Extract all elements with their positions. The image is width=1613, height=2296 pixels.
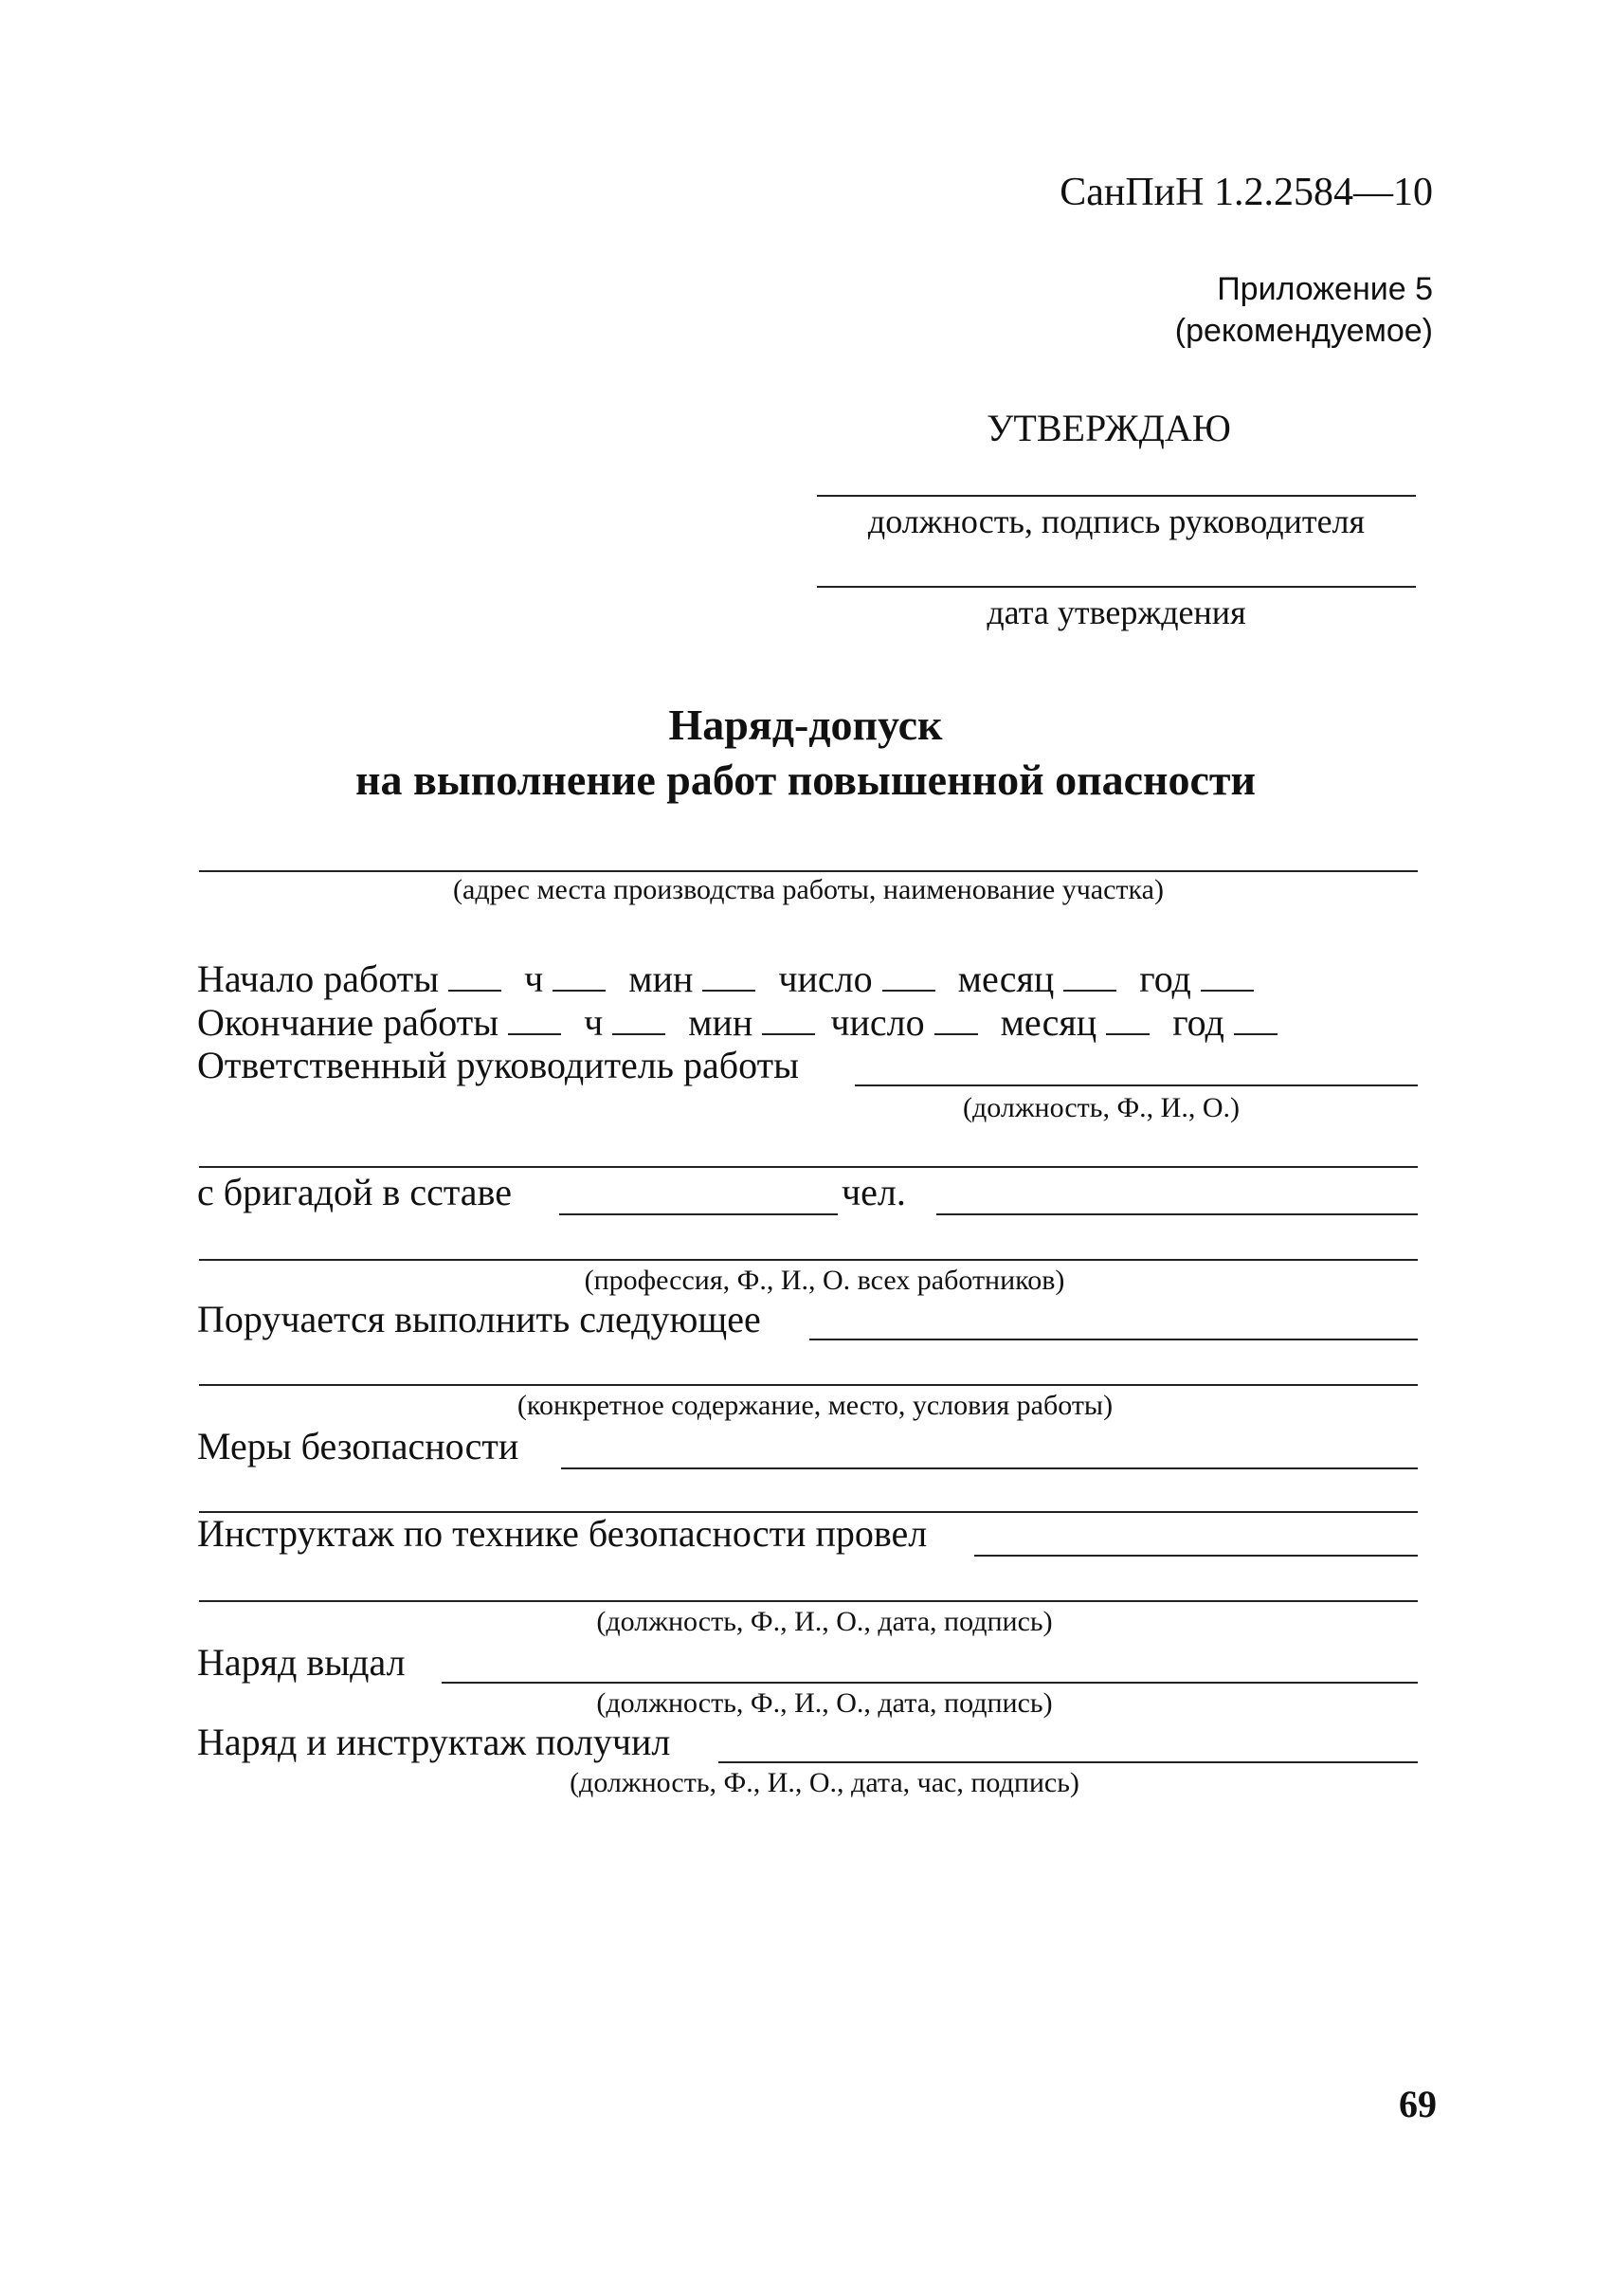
task-label: Поручается выполнить следующее bbox=[197, 1298, 761, 1340]
briefing-caption: (должность, Ф., И., О., дата, подпись) bbox=[596, 1606, 1053, 1637]
team-members-field-continued[interactable] bbox=[199, 1259, 1418, 1261]
team-label: с бригадой в сставе bbox=[197, 1171, 512, 1213]
manager-field-continued[interactable] bbox=[199, 1166, 1418, 1168]
team-caption: (профессия, Ф., И., О. всех работников) bbox=[584, 1265, 1065, 1296]
appendix-label: Приложение 5 bbox=[1217, 271, 1433, 307]
start-day-unit: число bbox=[778, 957, 873, 1000]
received-caption: (должность, Ф., И., О., дата, час, подпись) bbox=[570, 1767, 1079, 1798]
end-year-unit: год bbox=[1172, 1001, 1224, 1044]
manager-label: Ответственный руководитель работы bbox=[197, 1044, 799, 1086]
manager-caption: (должность, Ф., И., О.) bbox=[963, 1092, 1240, 1123]
start-label: Начало работы bbox=[197, 957, 440, 1000]
end-month-field[interactable] bbox=[1106, 1003, 1150, 1035]
end-month-unit: месяц bbox=[1000, 1001, 1097, 1044]
team-members-field[interactable] bbox=[936, 1213, 1418, 1215]
start-day-value-field[interactable] bbox=[882, 959, 935, 992]
end-hour-field[interactable] bbox=[508, 1003, 561, 1035]
briefing-label: Инструктаж по технике безопасности провел bbox=[197, 1512, 928, 1555]
start-hour-unit: ч bbox=[524, 957, 544, 1000]
start-year-unit: год bbox=[1139, 957, 1191, 1000]
end-min-unit: мин bbox=[688, 1001, 753, 1044]
issued-caption: (должность, Ф., И., О., дата, подпись) bbox=[596, 1687, 1053, 1719]
end-hour-unit: ч bbox=[584, 1001, 604, 1044]
issued-label: Наряд выдал bbox=[197, 1641, 406, 1684]
address-caption: (адрес места производства работы, наименование участка) bbox=[453, 874, 1164, 905]
end-row bbox=[197, 1003, 1278, 1042]
start-min-field[interactable] bbox=[553, 959, 606, 992]
approval-heading: УТВЕРЖДАЮ bbox=[987, 407, 1231, 449]
briefing-field-continued[interactable] bbox=[199, 1600, 1418, 1602]
safety-field[interactable] bbox=[561, 1467, 1418, 1469]
document-title: Наряд-допуск bbox=[668, 701, 943, 749]
start-year-field[interactable] bbox=[1201, 959, 1254, 992]
approval-date-caption: дата утверждения bbox=[987, 593, 1246, 631]
appendix-note: (рекомендуемое) bbox=[1174, 313, 1433, 349]
end-day-value-field[interactable] bbox=[934, 1003, 978, 1035]
task-field-continued[interactable] bbox=[199, 1384, 1418, 1386]
start-day-field[interactable] bbox=[702, 959, 755, 992]
approval-position-caption: должность, подпись руководителя bbox=[867, 502, 1366, 540]
start-month-field[interactable] bbox=[1063, 959, 1116, 992]
start-month-unit: месяц bbox=[957, 957, 1055, 1000]
end-year-field[interactable] bbox=[1234, 1003, 1278, 1035]
doc-code: СанПиН 1.2.2584—10 bbox=[1060, 171, 1433, 214]
received-field[interactable] bbox=[718, 1761, 1418, 1763]
safety-label: Меры безопасности bbox=[197, 1425, 519, 1467]
start-row bbox=[197, 959, 1254, 998]
document-subtitle: на выполнение работ повышенной опасности bbox=[354, 756, 1257, 804]
issued-field[interactable] bbox=[442, 1682, 1418, 1684]
team-unit: чел. bbox=[842, 1171, 906, 1213]
briefing-field[interactable] bbox=[974, 1555, 1418, 1557]
received-label: Наряд и инструктаж получил bbox=[197, 1721, 671, 1763]
end-min-field[interactable] bbox=[612, 1003, 665, 1035]
start-hour-field[interactable] bbox=[448, 959, 501, 992]
task-caption: (конкретное содержание, место, условия работы) bbox=[517, 1390, 1114, 1421]
page-number: 69 bbox=[1399, 2083, 1437, 2125]
task-field[interactable] bbox=[809, 1339, 1418, 1340]
approval-date-line[interactable] bbox=[817, 586, 1416, 588]
end-label: Окончание работы bbox=[197, 1001, 499, 1044]
end-day-field[interactable] bbox=[762, 1003, 815, 1035]
start-min-unit: мин bbox=[628, 957, 694, 1000]
team-count-field[interactable] bbox=[559, 1213, 838, 1215]
address-field[interactable] bbox=[199, 870, 1418, 872]
end-day-unit: число bbox=[830, 1001, 925, 1044]
manager-field[interactable] bbox=[855, 1084, 1418, 1086]
approval-signature-line[interactable] bbox=[817, 495, 1416, 497]
